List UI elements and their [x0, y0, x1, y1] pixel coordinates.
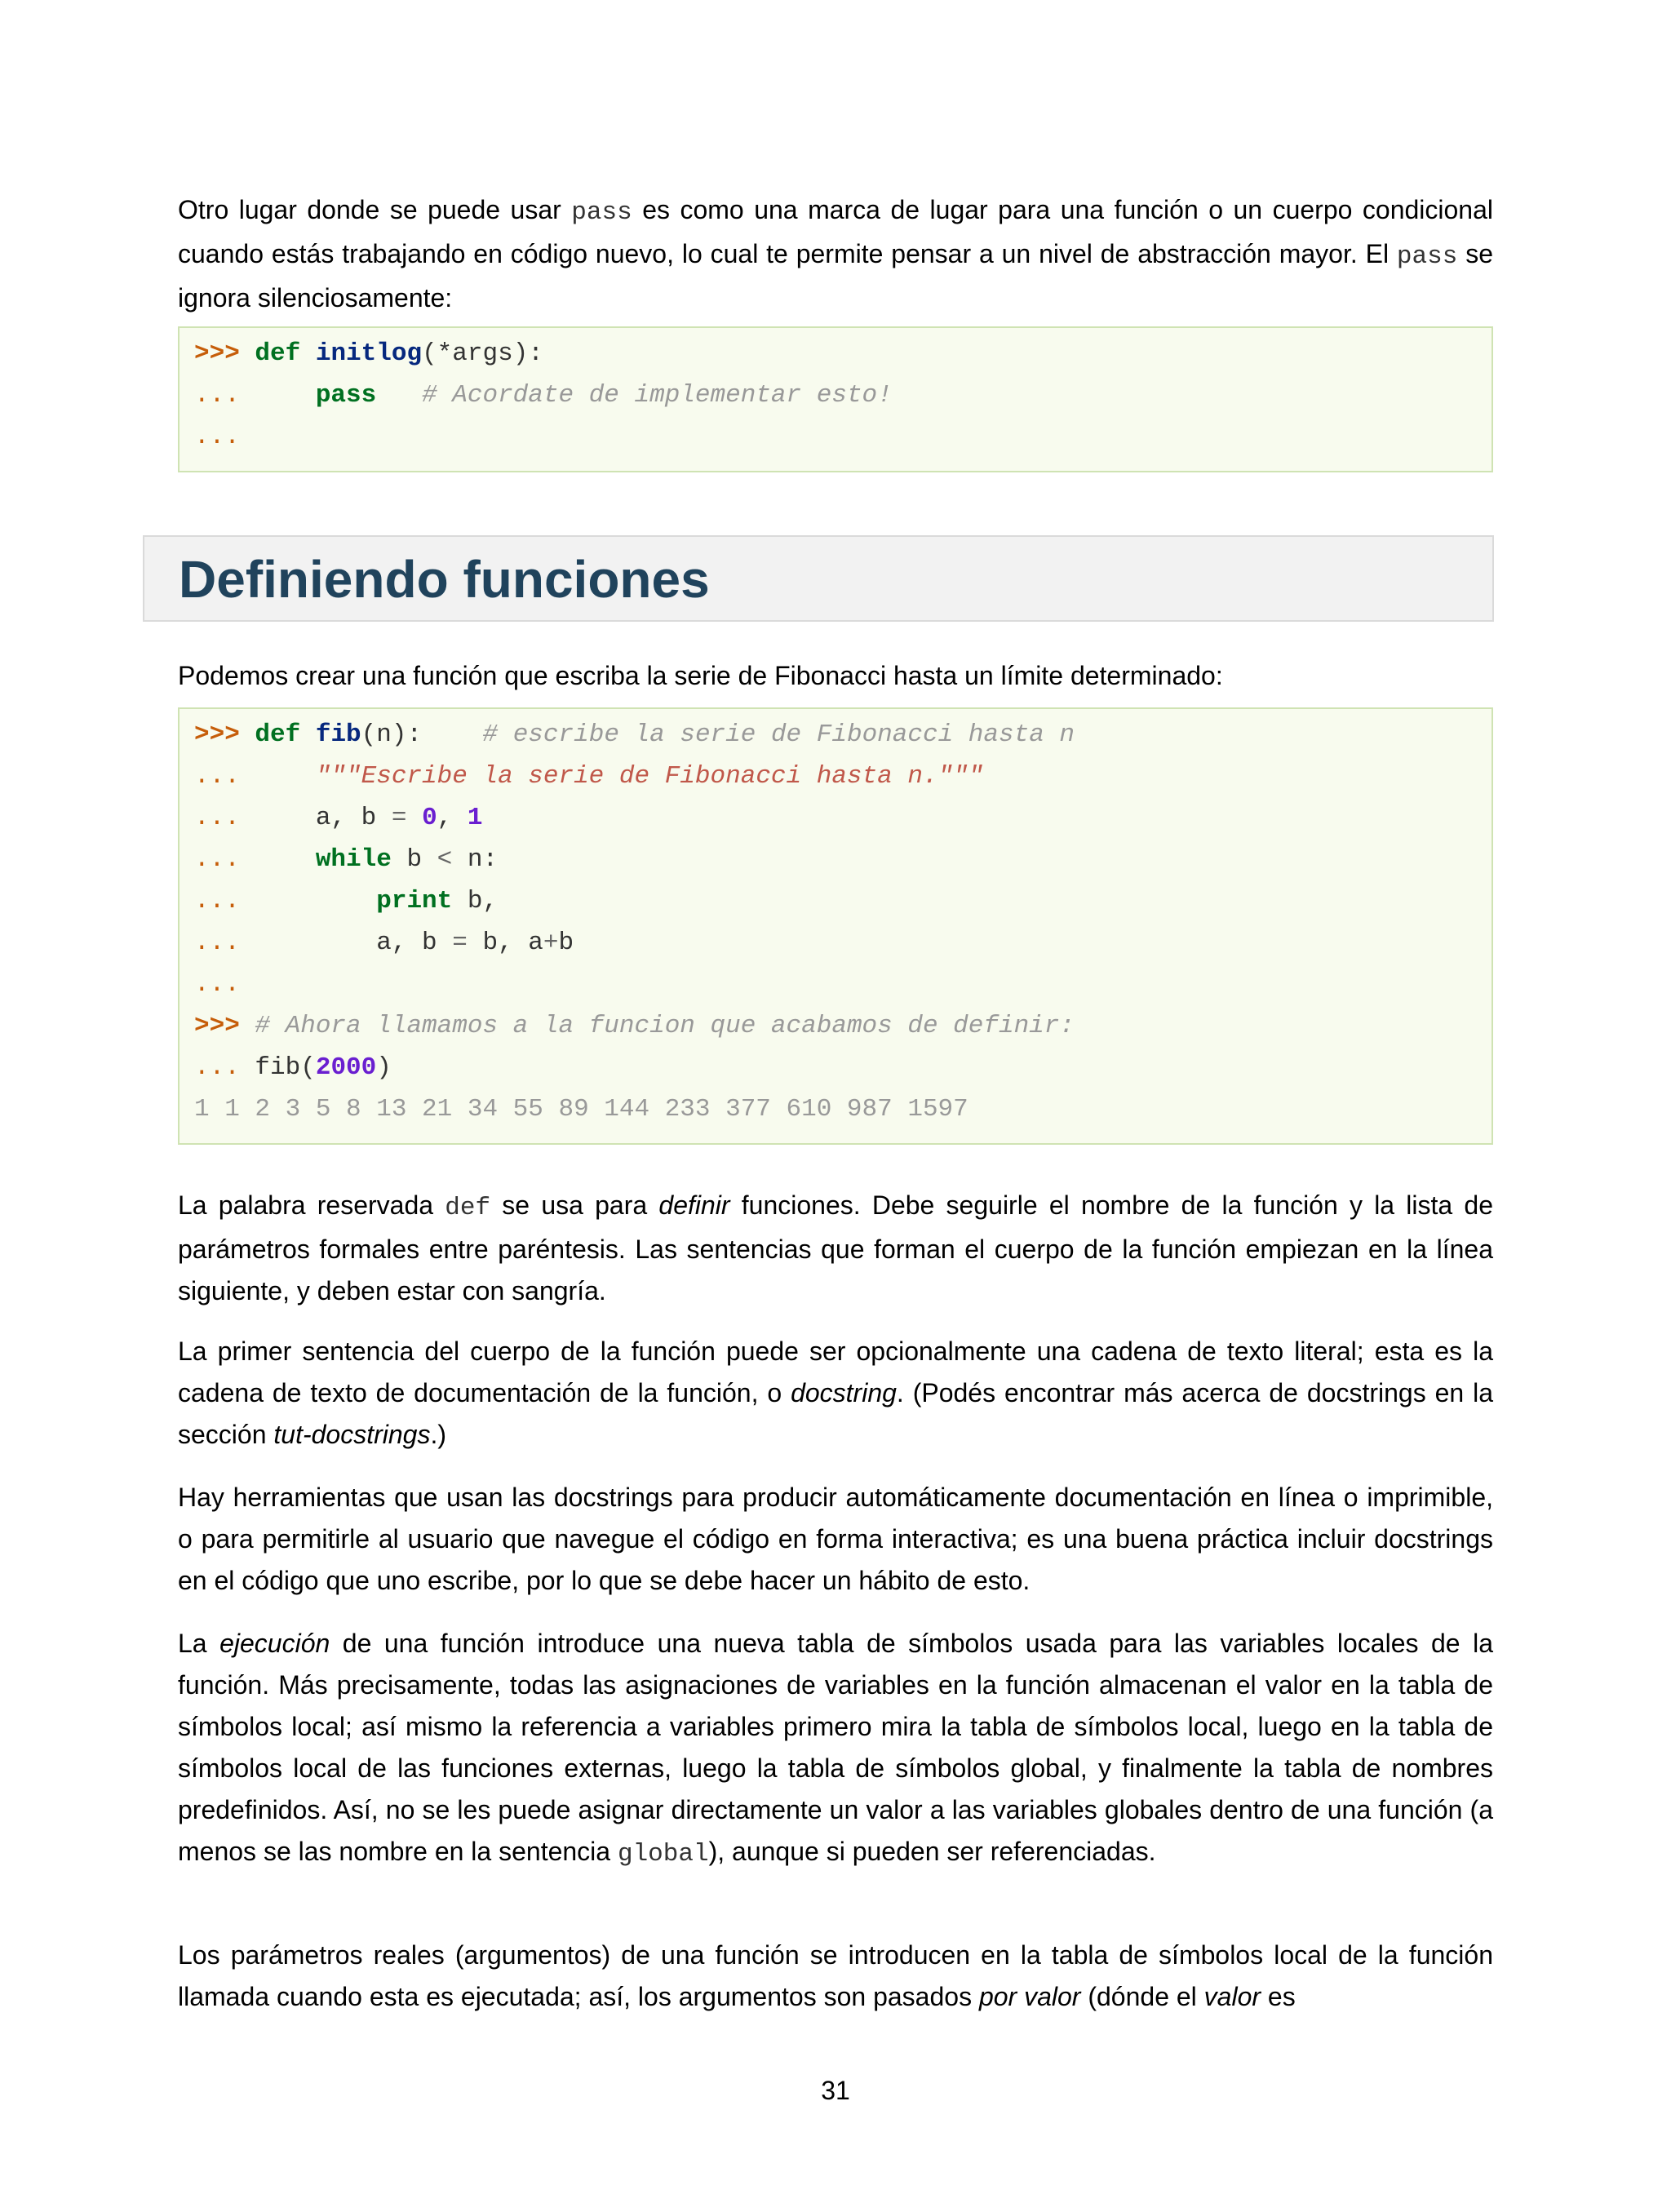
- prompt: ...: [194, 762, 240, 791]
- function-name: fib: [315, 720, 361, 749]
- emphasis: ejecución: [219, 1629, 330, 1658]
- code-line: [194, 714, 1491, 756]
- emphasis: docstring: [791, 1378, 897, 1407]
- code-text: b: [391, 845, 437, 874]
- docstring-paragraph: [178, 1331, 1493, 1456]
- code-text: a, b: [376, 929, 453, 957]
- operator: +: [543, 929, 559, 957]
- operator: =: [452, 929, 468, 957]
- code-args: (*args):: [422, 339, 543, 368]
- code-comment: # Ahora llamamos a la funcion que acabamos de definir:: [255, 1012, 1075, 1040]
- number-literal: 2000: [315, 1053, 377, 1082]
- text: funciones. Debe seguirle el nombre de la función y la lista de parámetros formales entre paréntesis. Las sentencias que forman el cuerpo de la función empiezan en la línea siguiente, y deben estar con sangría.: [178, 1190, 1494, 1305]
- execution-paragraph: [178, 1623, 1493, 1875]
- emphasis: definir: [658, 1190, 730, 1220]
- keyword: while: [315, 845, 392, 874]
- number-literal: 1: [467, 804, 483, 832]
- code-line: [194, 880, 1491, 922]
- code-block-initlog: [178, 326, 1493, 472]
- prompt: >>>: [194, 339, 240, 368]
- text: (dónde el: [1080, 1982, 1204, 2011]
- code-line: [194, 375, 1491, 416]
- code-line: [194, 416, 1491, 458]
- prompt: ...: [194, 929, 240, 957]
- number-literal: 0: [422, 804, 437, 832]
- def-paragraph: [178, 1185, 1493, 1312]
- text: es: [1261, 1982, 1296, 2011]
- code-text: [406, 804, 422, 832]
- operator: <: [437, 845, 453, 874]
- inline-code-def: def: [445, 1194, 491, 1222]
- code-text: fib(: [255, 1053, 316, 1082]
- prompt: ...: [194, 381, 240, 410]
- emphasis: por valor: [978, 1982, 1081, 2011]
- text: . (Podés encontrar más acerca de docstrings en la sección: [178, 1378, 1494, 1449]
- page-number: 31: [821, 2076, 850, 2105]
- code-text: ): [376, 1053, 392, 1082]
- section-title: Definiendo funciones: [179, 550, 710, 609]
- inline-code-global: global: [617, 1840, 709, 1868]
- function-name: initlog: [315, 339, 423, 368]
- prompt: ...: [194, 970, 240, 999]
- text: La primer sentencia del cuerpo de la función puede ser opcionalmente una cadena de texto literal; esta es la cadena de texto de documentación de la función, o: [178, 1337, 1493, 1407]
- prompt: ...: [194, 1053, 240, 1082]
- intro-text-1: Otro lugar donde se puede usar: [178, 195, 572, 224]
- fib-intro-paragraph: Podemos crear una función que escriba la serie de Fibonacci hasta un límite determinado:: [178, 661, 1223, 690]
- prompt: ...: [194, 423, 240, 451]
- emphasis: tut-docstrings: [273, 1420, 431, 1449]
- prompt: >>>: [194, 1012, 240, 1040]
- keyword: print: [376, 887, 453, 915]
- keyword: def: [255, 339, 301, 368]
- code-text: b: [558, 929, 574, 957]
- code-line: [194, 922, 1491, 964]
- docstring: """Escribe la serie de Fibonacci hasta n.""": [315, 762, 984, 791]
- text: se usa para: [490, 1190, 659, 1220]
- code-block-fib: [178, 707, 1493, 1145]
- code-line: [194, 1047, 1491, 1088]
- text: Los parámetros reales (argumentos) de una función se introducen en la tabla de símbolos local de la función llamada cuando esta es ejecutada; así, los argumentos son pasados: [178, 1940, 1493, 2011]
- code-text: a, b: [315, 804, 392, 832]
- section-heading-box: [143, 535, 1494, 622]
- prompt: ...: [194, 887, 240, 915]
- inline-code-pass: pass: [571, 198, 632, 227]
- prompt: ...: [194, 804, 240, 832]
- text: .): [430, 1420, 447, 1449]
- keyword: def: [255, 720, 301, 749]
- code-line: [194, 333, 1491, 375]
- code-output: 1 1 2 3 5 8 13 21 34 55 89 144 233 377 610 987 1597: [194, 1095, 968, 1124]
- intro-text-2: es como una marca de lugar para una función o un cuerpo condicional cuando estás trabajando en código nuevo, lo cual te permite pensar a un nivel de abstracción mayor. El: [178, 195, 1494, 268]
- code-line: [194, 797, 1491, 839]
- tools-paragraph: Hay herramientas que usan las docstrings para producir automáticamente documentación en línea o imprimible, o para permitirle al usuario que navegue el código en forma interactiva; es una buena práctica incluir docstrings en el código que uno escribe, por lo que se debe hacer un hábito de esto.: [178, 1483, 1493, 1595]
- text: La palabra reservada: [178, 1190, 445, 1220]
- intro-text-3: se ignora silenciosamente:: [178, 239, 1494, 313]
- code-text: ,: [437, 804, 468, 832]
- keyword: pass: [315, 381, 377, 410]
- code-comment: # Acordate de implementar esto!: [422, 381, 893, 410]
- prompt: ...: [194, 845, 240, 874]
- code-line: [194, 1005, 1491, 1047]
- intro-paragraph: [178, 189, 1493, 319]
- code-text: n:: [452, 845, 499, 874]
- code-text: b, a: [467, 929, 543, 957]
- inline-code-pass-2: pass: [1396, 242, 1458, 271]
- code-args: (n):: [361, 720, 423, 749]
- code-comment: # escribe la serie de Fibonacci hasta n: [482, 720, 1075, 749]
- code-line: [194, 756, 1491, 797]
- text: ), aunque si pueden ser referenciadas.: [708, 1837, 1156, 1866]
- text: La: [178, 1629, 220, 1658]
- text: de una función introduce una nueva tabla de símbolos usada para las variables locales de la función. Más precisamente, todas las asignaciones de variables en la función almacenan el valor en la tabla de símbolos local; así mismo la referencia a variables primero mira la tabla de símbolos local, luego en la tabla de símbolos local de las funciones externas, luego la tabla de símbolos global, y finalmente la tabla de nombres predefinidos. Así, no se les puede asignar directamente un valor a las variables globales dentro de una función (a menos se las nombre en la sentencia: [178, 1629, 1494, 1866]
- code-text: b,: [452, 887, 499, 915]
- emphasis: valor: [1203, 1982, 1261, 2011]
- prompt: >>>: [194, 720, 240, 749]
- operator: =: [391, 804, 407, 832]
- parameters-paragraph: [178, 1935, 1493, 2018]
- code-line: [194, 839, 1491, 880]
- code-line: [194, 964, 1491, 1005]
